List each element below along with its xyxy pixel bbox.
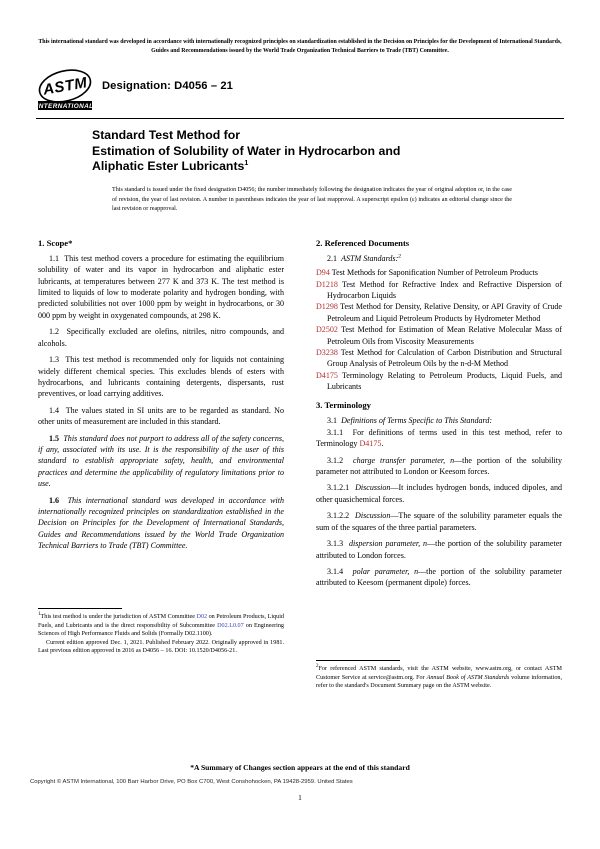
list-item[interactable]	[316, 347, 562, 370]
footnote-divider-left	[38, 608, 122, 609]
section-heading-terminology: 3. Terminology	[316, 400, 371, 411]
paragraph-1-1: 1.1 This test method covers a procedure for estimating the equilibrium solubility of water and its vapor in hydrocarbon and aliphatic ester lubricants, at temperatures between 277 K and 373 K. The test method is limited to liquids of low to moderate polarity and hydrogen bonding, with predicted solubilities not over 1000 ppm by weight in hydrocarbons, or 30 000 ppm by weight in oxygenated compounds, at 298 K.	[38, 254, 285, 320]
referenced-standards-list	[316, 267, 562, 392]
paragraph-1-6: 1.6 This international standard was developed in accordance with internationally recognized principles on standardization established in the Decision on Principles for the Development of International Standards, Guides and Recommendations issued by the World Trade Organization Technical Barriers to Trade (TBT) Committee.	[38, 495, 284, 550]
paragraph-3-1-2: 3.1.2 charge transfer parameter, n—the portion of the solubility parameter not attributed to London or Keesom forces.	[316, 455, 562, 476]
subcommittee-link[interactable]: D02.L0.07	[217, 622, 244, 629]
section-heading-scope: 1. Scope*	[38, 238, 73, 248]
paragraph-3-1-4: 3.1.4 polar parameter, n—the portion of the solubility parameter attributed to Keesom (permanent dipole) forces.	[316, 567, 562, 588]
title-line-1: Standard Test Method for	[92, 128, 241, 142]
footnote-right	[316, 652, 562, 691]
page-title	[92, 128, 532, 175]
footnote-2-text: $^2$For referenced ASTM standards, visit the ASTM website, www.astm.org, or contact ASTM Customer Service at service@astm.org. For Annual Book of ASTM Standards volume information, refer to the standard's Document Summary page on the ASTM website.	[316, 663, 562, 690]
paragraph-1-4: 1.4 The values stated in SI units are to be regarded as standard. No other units of measurement are included in this standard.	[38, 405, 284, 427]
page-number: 1	[298, 793, 302, 802]
paragraph-1-2: 1.2 Specifically excluded are olefins, nitriles, nitro compounds, and alcohols.	[38, 327, 284, 348]
standard-id[interactable]: D94	[316, 268, 330, 278]
summary-of-changes-note: *A Summary of Changes section appears at the end of this standard	[190, 763, 410, 772]
paragraph-3-1-1: 3.1.1 For definitions of terms used in this test method, refer to Terminology D4175.	[316, 427, 562, 448]
standard-title: Test Method for Estimation of Mean Relative Molecular Mass of Petroleum Oils from Viscosity Measurements	[327, 325, 562, 346]
standard-title: Test Method for Refractive Index and Refractive Dispersion of Hydrocarbon Liquids	[327, 279, 562, 301]
list-item[interactable]	[316, 301, 562, 324]
paragraph-1-3: 1.3 This test method is recommended only for liquids not containing widely different chemical species. This excludes blends of esters with hydrocarbons, and lubricants containing detergents, dispersants, rust preventives, or load carrying additives.	[38, 355, 284, 399]
section-heading-referenced-documents: 2. Referenced Documents	[316, 238, 410, 248]
designation-text: Designation: D4056 – 21	[102, 80, 234, 92]
list-item[interactable]	[316, 267, 562, 278]
right-column	[316, 238, 562, 589]
subheading-astm-standards: 2.1 ASTM Standards:$^2$	[327, 253, 402, 264]
paragraph-3-1-2-2: 3.1.2.2 Discussion—The square of the solubility parameter equals the sum of the squares of the three partial parameters.	[316, 511, 562, 532]
footnote-divider-right	[316, 660, 400, 661]
standard-title: Terminology Relating to Petroleum Products, Liquid Fuels, and Lubricants	[327, 370, 562, 391]
copyright-notice: Copyright © ASTM International, 100 Barr Harbor Drive, PO Box C700, West Conshohocken, PA 19428-2959. United States	[30, 779, 353, 785]
left-column	[38, 238, 284, 551]
standard-id[interactable]: D1218	[316, 279, 338, 289]
svg-text:INTERNATIONAL: INTERNATIONAL	[36, 103, 94, 110]
issued-under-note: This standard is issued under the fixed designation D4056; the number immediately following the designation indicates the year of original adoption or, in the case of revision, the year of last revision. A number in parentheses indicates the year of last reapproval. A superscript epsilon (ε) indicates an editorial change since the last revision or reapproval.	[112, 187, 512, 212]
standard-id[interactable]: D4175	[316, 370, 338, 380]
list-item[interactable]	[316, 370, 562, 393]
svg-text:ASTM: ASTM	[41, 74, 89, 99]
paragraph-3-1-2-1: 3.1.2.1 Discussion—It includes hydrogen bonds, induced dipoles, and other quasichemical forces.	[316, 483, 563, 504]
paragraph-1-5: 1.5 This standard does not purport to address all of the safety concerns, if any, associated with its use. It is the responsibility of the user of this standard to establish appropriate safety, health, and environmental practices and determine the applicability of regulatory limitations prior to use.	[38, 433, 284, 489]
standard-id[interactable]: D3238	[316, 347, 338, 357]
footnote-left	[38, 600, 284, 656]
designation-row	[36, 68, 564, 114]
header-divider	[36, 118, 564, 119]
standard-title: Test Methods for Saponification Number of Petroleum Products	[331, 268, 538, 278]
standard-id[interactable]: D2502	[316, 325, 338, 335]
title-line-3: Aliphatic Ester Lubricants$^1$	[92, 159, 249, 174]
title-footnote-marker: 1	[244, 160, 249, 168]
footnote-1-edition: Current edition approved Dec. 1, 2021. Published February 2022. Originally approved in 1981. Last previous edition approved in 2016 as D4056 – 16. DOI: 10.1520/D4056-21.	[38, 639, 284, 655]
title-line-2: Estimation of Solubility of Water in Hydrocarbon and	[92, 143, 401, 158]
list-item[interactable]	[316, 324, 562, 347]
terminology-subheading: 3.1 Definitions of Terms Specific to This Standard:	[327, 416, 493, 426]
standard-title: Test Method for Calculation of Carbon Distribution and Structural Group Analysis of Petroleum Oils by the n-d-M Method	[327, 347, 562, 369]
paragraph-3-1-3: 3.1.3 dispersion parameter, n—the portion of the solubility parameter attributed to London forces.	[316, 539, 562, 560]
standard-id[interactable]: D1298	[316, 302, 338, 312]
astm-logo-icon	[36, 68, 94, 112]
standard-title: Test Method for Density, Relative Density, or API Gravity of Crude Petroleum and Liquid Petroleum Products by Hydrometer Method	[327, 302, 562, 323]
list-item[interactable]	[316, 279, 562, 302]
wto-notice: This international standard was developed in accordance with internationally recognized principles on standardization established in the Decision on Principles for the Development of International Standards, Guides and Recommendations issued by the World Trade Organization Technical Barriers to Trade (TBT) Committee.	[38, 39, 562, 55]
committee-link[interactable]: D02	[196, 614, 208, 620]
scope-paragraphs	[38, 253, 284, 551]
footnote-1-text: $^1$This test method is under the jurisdiction of ASTM Committee D02 on Petroleum Products, Liquid Fuels, and Lubricants and is the direct responsibility of Subcommittee D02.L0.07 on Engineering Sciences of High Performance Fluids and Solids (Formally D02.1100).	[38, 611, 284, 638]
standard-ref-d4175[interactable]: D4175	[359, 439, 382, 448]
